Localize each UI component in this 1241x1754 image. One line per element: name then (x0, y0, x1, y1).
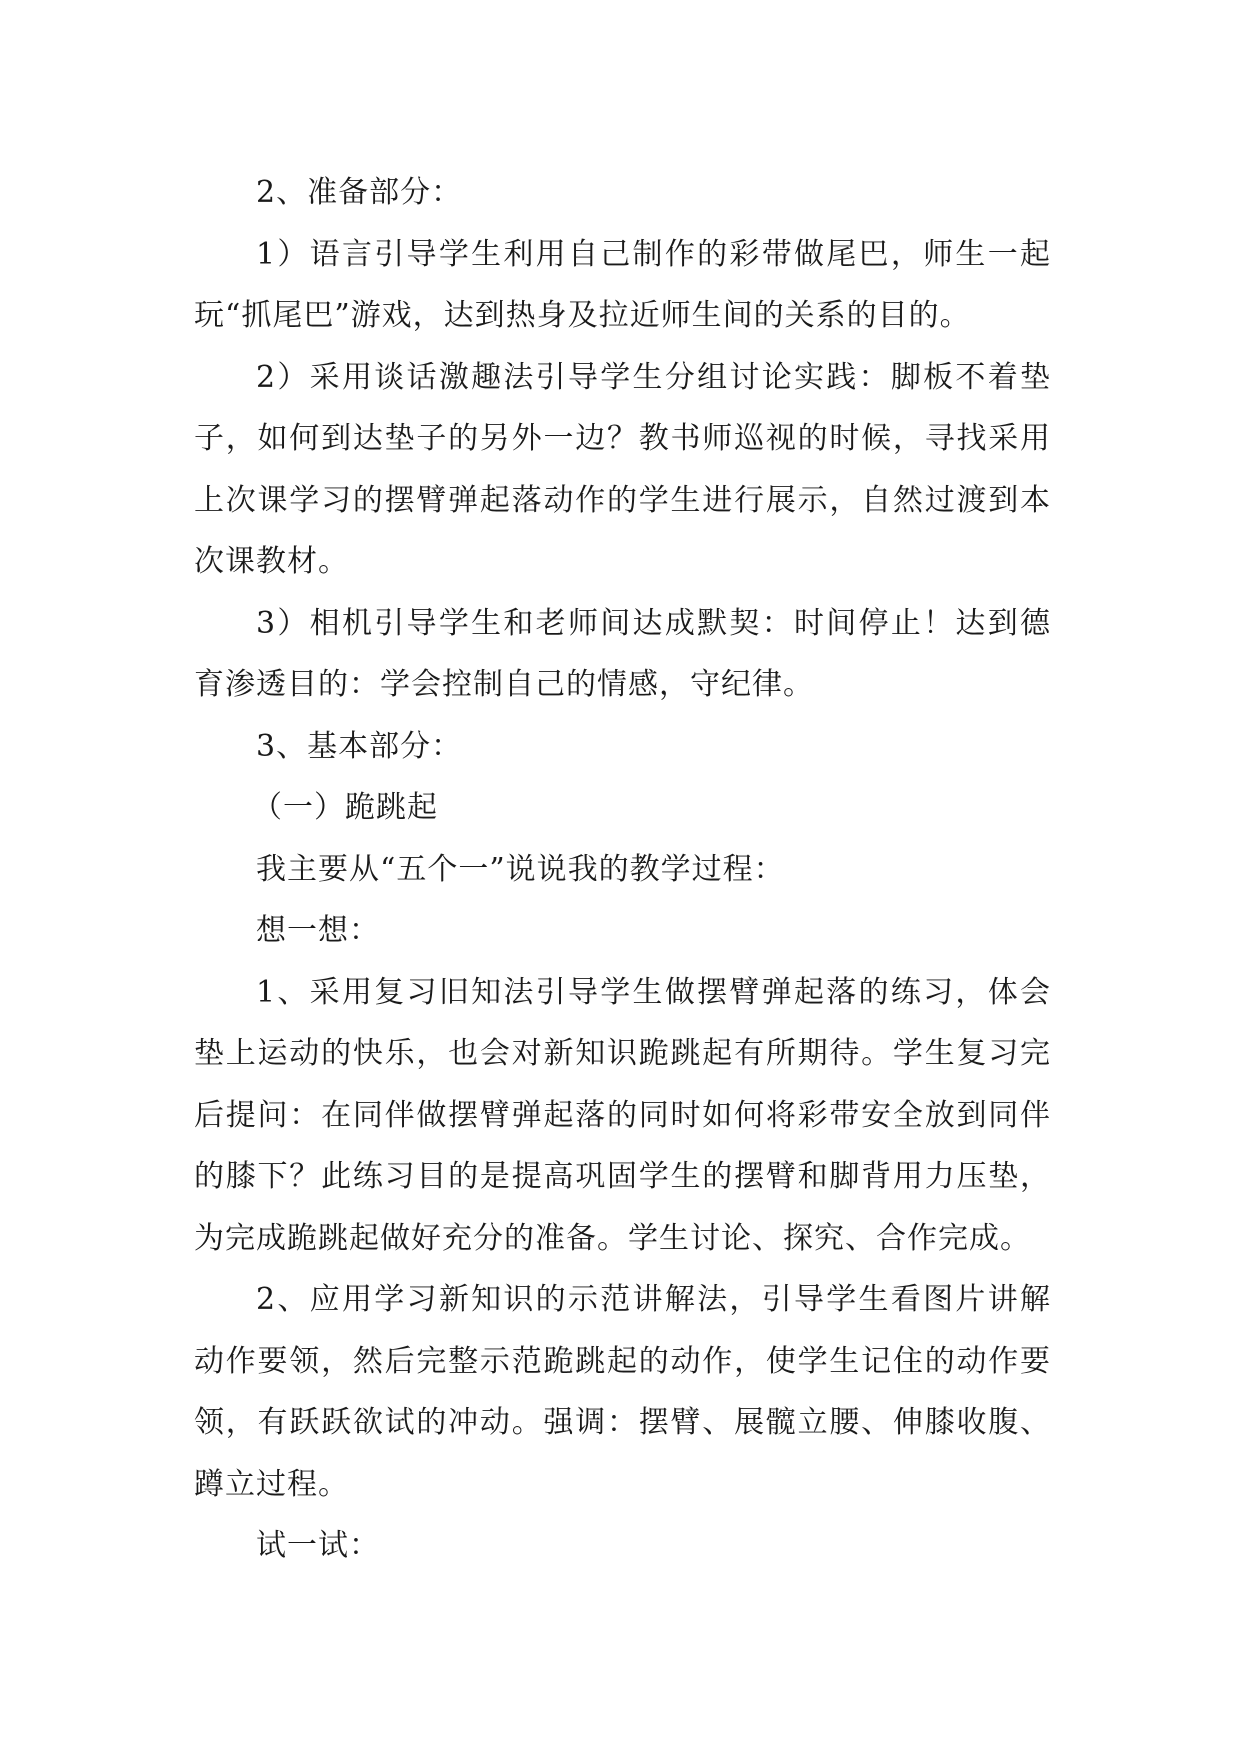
paragraph: 2）采用谈话激趣法引导学生分组讨论实践：脚板不着垫子，如何到达垫子的另外一边？教书师巡视的时候，寻找采用上次课学习的摆臂弹起落动作的学生进行展示，自然过渡到本次课教材。 (194, 359, 1051, 579)
paragraph: 2、应用学习新知识的示范讲解法，引导学生看图片讲解动作要领，然后完整示范跪跳起的动作，使学生记住的动作要领，有跃跃欲试的冲动。强调：摆臂、展髋立腰、伸膝收腹、蹲立过程。 (194, 1282, 1051, 1502)
document-body (194, 162, 1051, 1577)
section-heading-preparation: 2、准备部分： (256, 175, 463, 210)
paragraph: 我主要从“五个一”说说我的教学过程： (256, 851, 785, 887)
paragraph-heading: 想一想： (256, 913, 380, 948)
subsection-heading: （一）跪跳起 (252, 790, 438, 825)
paragraph: 1）语言引导学生利用自己制作的彩带做尾巴，师生一起玩“抓尾巴”游戏，达到热身及拉近师生间的关系的目的。 (194, 236, 1051, 333)
paragraph-heading: 试一试： (256, 1528, 380, 1563)
paragraph: 3）相机引导学生和老师间达成默契：时间停止！达到德育渗透目的：学会控制自己的情感，守纪律。 (194, 605, 1051, 702)
paragraph: 1、采用复习旧知法引导学生做摆臂弹起落的练习，体会垫上运动的快乐，也会对新知识跪跳起有所期待。学生复习完后提问：在同伴做摆臂弹起落的同时如何将彩带安全放到同伴的膝下？此练习目的是提高巩固学生的摆臂和脚背用力压垫，为完成跪跳起做好充分的准备。学生讨论、探究、合作完成。 (194, 974, 1051, 1256)
section-heading-basic: 3、基本部分： (256, 728, 463, 764)
